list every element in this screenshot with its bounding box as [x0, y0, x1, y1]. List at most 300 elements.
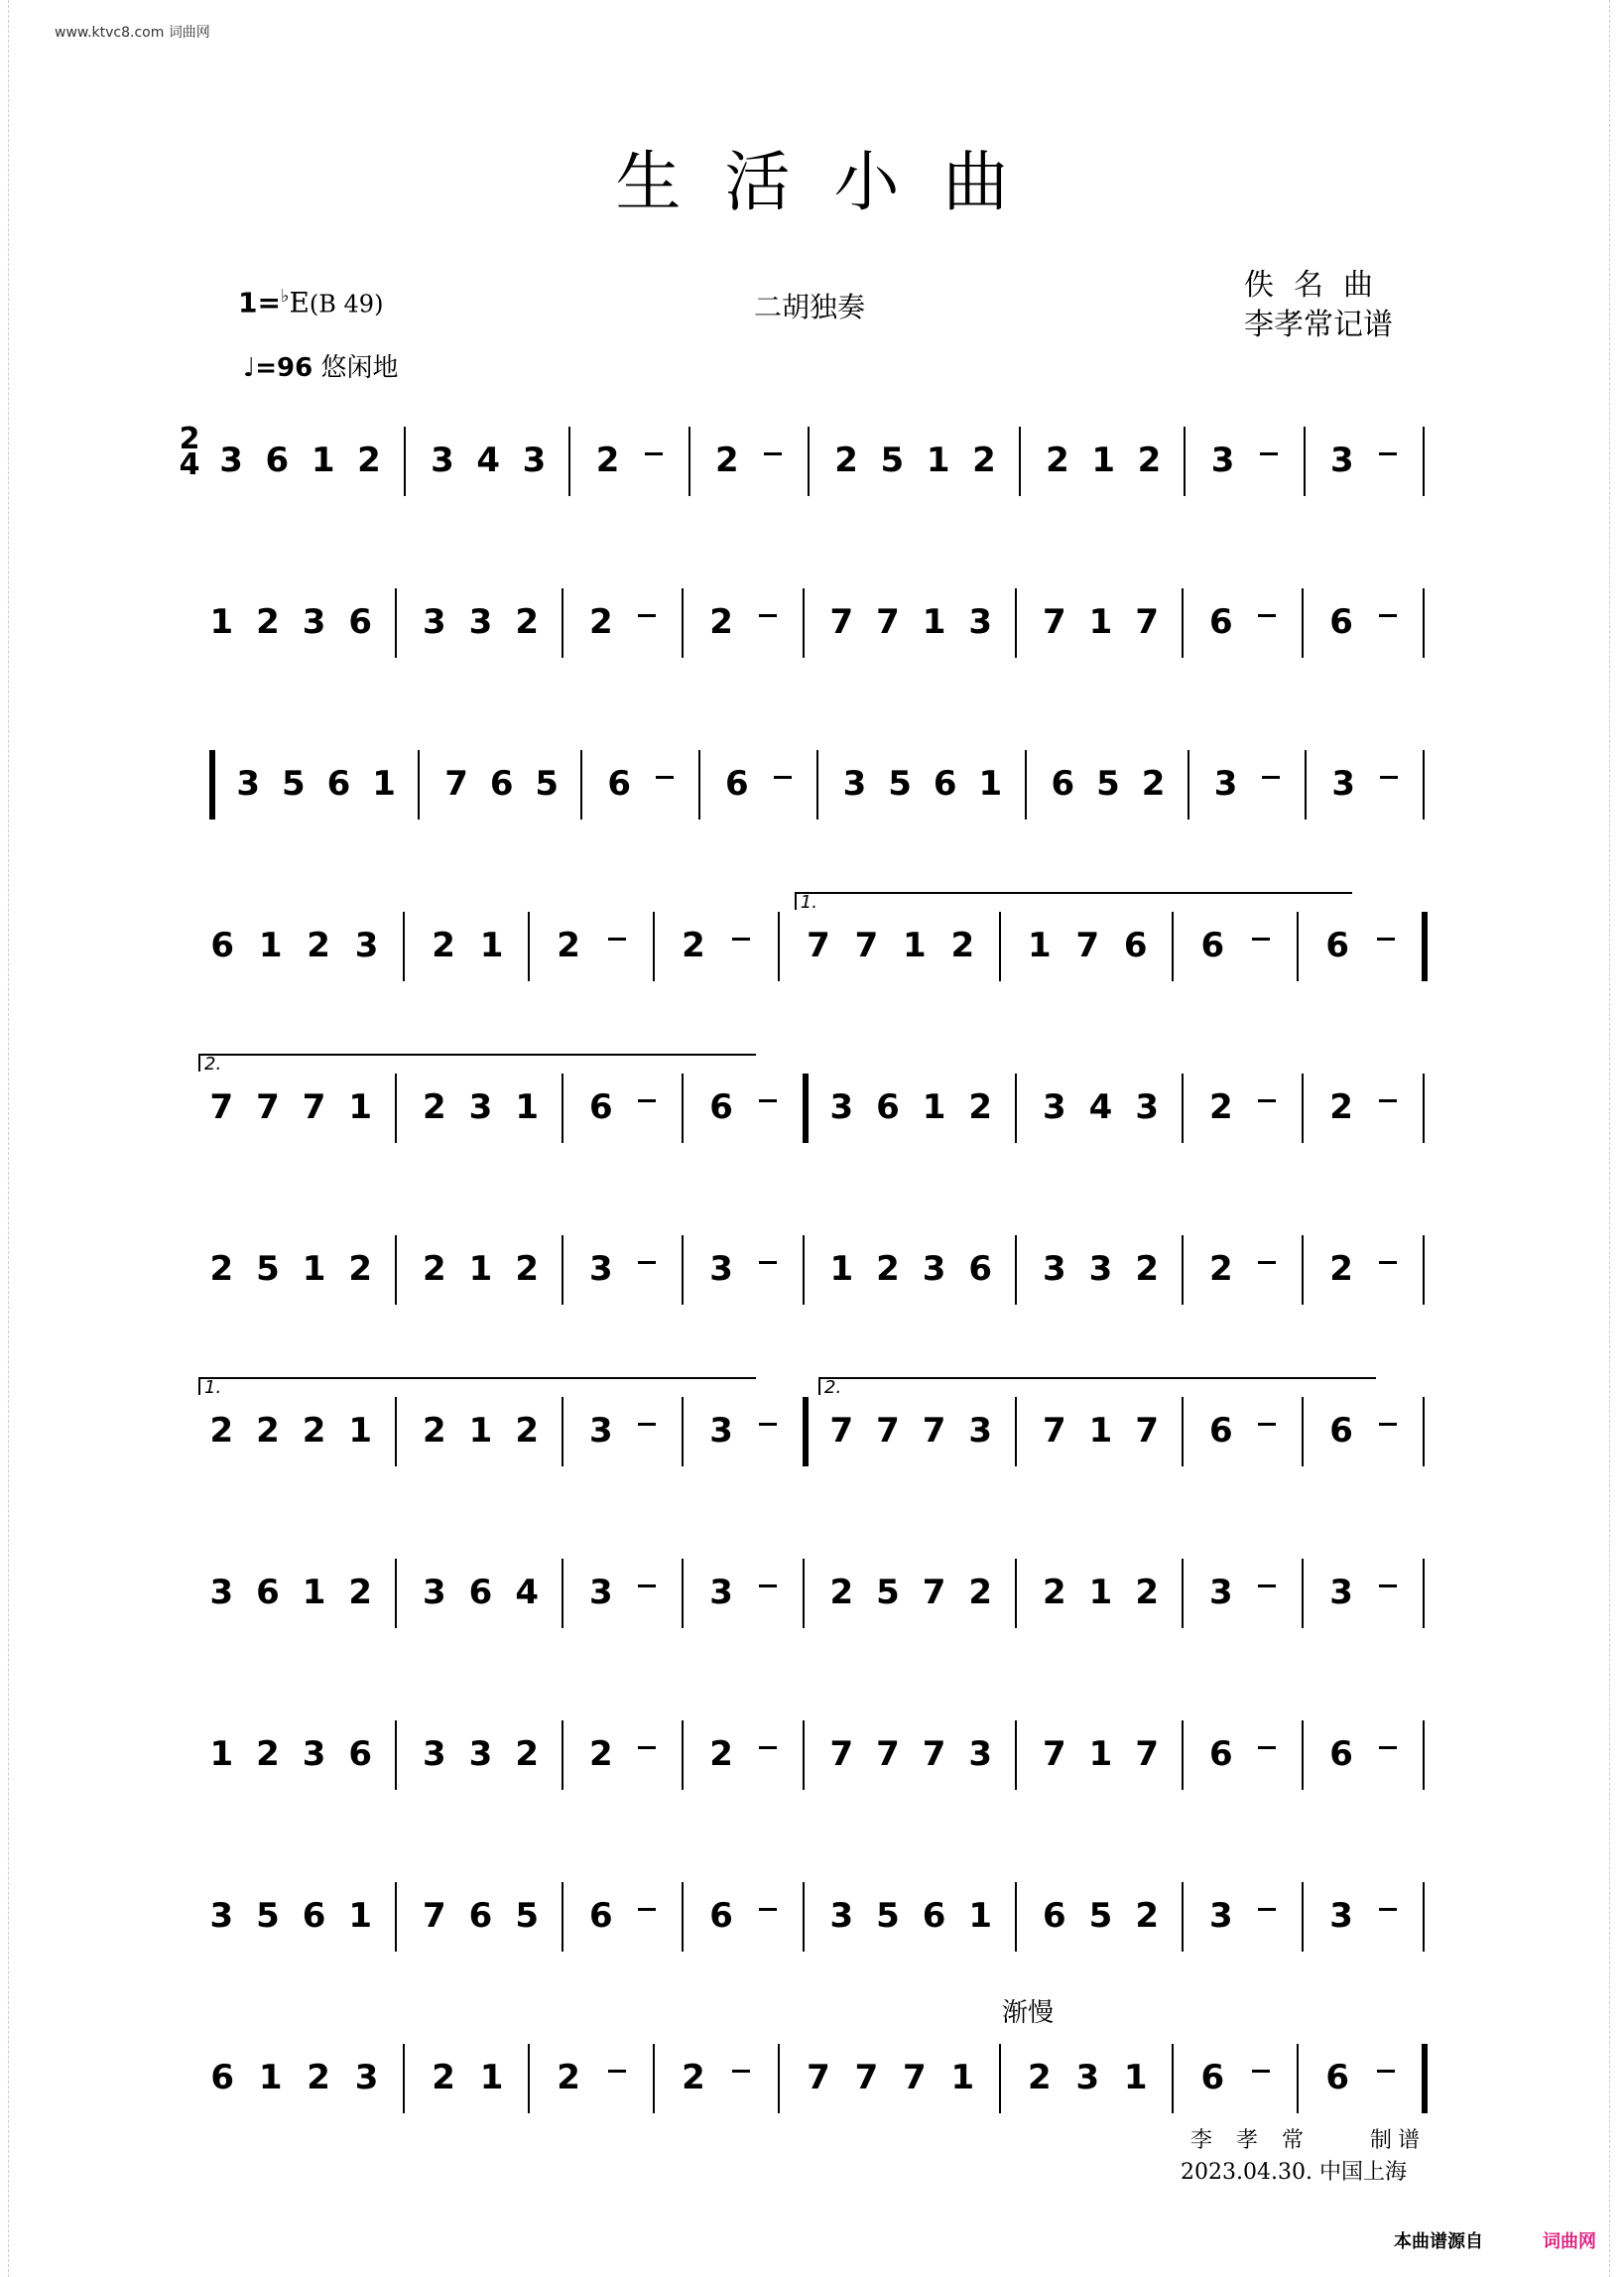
barline: [1182, 1074, 1184, 1143]
note: 7: [829, 1734, 854, 1774]
note: 3: [1329, 1896, 1353, 1936]
sustain-dash: [638, 1099, 656, 1102]
sustain-dash: [638, 1908, 656, 1911]
right-dotted-border: [1609, 0, 1620, 2277]
barline: [562, 1397, 563, 1466]
note: 1: [1088, 602, 1113, 642]
note: 2: [432, 2058, 455, 2097]
note: 2: [423, 1411, 446, 1451]
note: 3: [709, 1411, 733, 1451]
note: 6: [1208, 1734, 1233, 1774]
barline: [1302, 1074, 1304, 1143]
sustain-dash: [608, 938, 626, 941]
barline: [1015, 1882, 1017, 1952]
brand-link[interactable]: 词曲网: [1543, 2231, 1596, 2252]
repeat-barline: [1422, 2044, 1428, 2113]
note: 6: [256, 1573, 280, 1612]
sustain-dash: [638, 1423, 656, 1426]
barline: [395, 1720, 397, 1790]
note: 1: [209, 1734, 234, 1774]
note: 5: [256, 1249, 280, 1289]
sustain-dash: [1379, 1423, 1397, 1426]
barline: [395, 588, 397, 658]
note: 3: [431, 441, 454, 480]
barline: [999, 2044, 1001, 2113]
note: 3: [968, 602, 993, 642]
note: 6: [922, 1896, 946, 1936]
barline: [1182, 1397, 1184, 1466]
note: 6: [725, 764, 749, 804]
sustain-dash: [759, 1746, 777, 1749]
sustain-dash: [638, 614, 656, 617]
barline: [1302, 588, 1304, 658]
sustain-dash: [1258, 1099, 1276, 1102]
note: 2: [256, 602, 280, 642]
score-line: [179, 397, 1458, 496]
note: 6: [709, 1087, 733, 1127]
note: 2: [256, 1411, 280, 1451]
note: 2: [307, 2058, 330, 2097]
date-place: 2023.04.30. 中国上海: [1181, 2160, 1407, 2185]
barline: [562, 1074, 563, 1143]
site-name[interactable]: 词曲网: [168, 25, 210, 41]
barline: [403, 912, 405, 981]
barline: [562, 588, 563, 658]
note: 1: [1123, 2058, 1148, 2097]
barline: [653, 2044, 655, 2113]
sustain-dash: [638, 1261, 656, 1264]
note: 1: [978, 764, 1003, 804]
note: 3: [1331, 764, 1356, 804]
note: 7: [807, 2058, 830, 2097]
barline: [1182, 1882, 1184, 1952]
note: 3: [209, 1573, 234, 1612]
note: 7: [256, 1087, 280, 1127]
note: 2: [256, 1734, 280, 1774]
barline: [803, 1235, 805, 1305]
note: 2: [709, 1734, 733, 1774]
sustain-dash: [1379, 1908, 1397, 1911]
note: 2: [682, 926, 705, 965]
score-line: [179, 882, 1458, 981]
note: 6: [1325, 926, 1350, 965]
score-line: [179, 1529, 1458, 1628]
time-signature: 2 4: [179, 422, 200, 482]
note: 7: [854, 926, 879, 965]
note: 3: [302, 602, 326, 642]
note: 6: [210, 2058, 235, 2097]
note: 4: [1088, 1087, 1113, 1127]
note: 6: [876, 1087, 900, 1127]
sustain-dash: [1379, 1746, 1397, 1749]
note: 3: [709, 1249, 733, 1289]
barline: [1302, 1559, 1304, 1628]
note: 1: [922, 1087, 946, 1127]
barline: [1019, 427, 1021, 496]
note: 2: [307, 926, 330, 965]
note: 2: [1135, 1896, 1159, 1936]
note: 3: [468, 1734, 493, 1774]
note: 1: [468, 1411, 493, 1451]
note: 1: [302, 1249, 326, 1289]
note: 6: [468, 1896, 493, 1936]
barline: [1423, 588, 1425, 658]
note: 3: [588, 1573, 613, 1612]
barline: [816, 750, 818, 820]
note: 2: [588, 1734, 613, 1774]
barline: [1297, 2044, 1299, 2113]
barline: [404, 427, 406, 496]
note: 1: [1088, 1573, 1113, 1612]
note: 2: [557, 926, 580, 965]
note: 7: [903, 2058, 927, 2097]
barline: [1423, 1882, 1425, 1952]
barline: [1182, 1559, 1184, 1628]
note: 6: [1325, 2058, 1350, 2097]
note: 2: [423, 1249, 446, 1289]
note: 1: [348, 1411, 373, 1451]
note: 3: [1210, 441, 1235, 480]
note: 1: [258, 2058, 283, 2097]
note: 3: [968, 1411, 993, 1451]
barline: [682, 1720, 684, 1790]
note: 1: [926, 441, 950, 480]
barline: [1187, 750, 1189, 820]
barline: [778, 2044, 780, 2113]
barline: [1015, 1559, 1017, 1628]
sustain-dash: [1260, 452, 1278, 455]
note: 1: [479, 926, 504, 965]
note: 3: [1208, 1896, 1233, 1936]
note: 2: [1208, 1249, 1233, 1289]
barline: [698, 750, 700, 820]
score-line: [179, 1691, 1458, 1790]
sustain-dash: [638, 1746, 656, 1749]
sustain-dash: [1252, 2070, 1270, 2073]
barline: [1182, 1235, 1184, 1305]
note: 3: [588, 1411, 613, 1451]
barline: [1172, 2044, 1174, 2113]
note: 2: [714, 441, 739, 480]
volta-bracket: 2.: [198, 1054, 756, 1072]
barline: [1302, 1882, 1304, 1952]
sustain-dash: [1258, 614, 1276, 617]
barline: [1423, 1720, 1425, 1790]
note: 2: [515, 602, 539, 642]
volta-bracket: 1.: [795, 892, 1352, 910]
note: 7: [876, 1411, 900, 1451]
note: 2: [588, 602, 613, 642]
transcriber-label: 李孝常记谱: [1244, 308, 1393, 342]
sustain-dash: [1377, 2070, 1395, 2073]
note: 6: [468, 1573, 493, 1612]
note: 1: [348, 1896, 373, 1936]
note: 1: [903, 926, 927, 965]
repeat-barline: [803, 1397, 809, 1466]
page-title: 生活小曲: [615, 144, 1053, 220]
note: 2: [1329, 1087, 1353, 1127]
note: 2: [557, 2058, 580, 2097]
note: 6: [588, 1087, 613, 1127]
note: 3: [1043, 1087, 1066, 1127]
barline: [395, 1074, 397, 1143]
barline: [1423, 1235, 1425, 1305]
sustain-dash: [759, 1261, 777, 1264]
note: 6: [302, 1896, 326, 1936]
note: 2: [950, 926, 975, 965]
barline: [562, 1882, 563, 1952]
note: 6: [1329, 1411, 1353, 1451]
note: 2: [1046, 441, 1069, 480]
sustain-dash: [774, 776, 792, 779]
note: 6: [348, 1734, 373, 1774]
note: 1: [468, 1249, 493, 1289]
note: 5: [256, 1896, 280, 1936]
note: 6: [1123, 926, 1148, 965]
barline: [580, 750, 582, 820]
score-line: [179, 720, 1458, 820]
barline: [418, 750, 420, 820]
note: 3: [354, 926, 379, 965]
barline: [682, 1882, 684, 1952]
sustain-dash: [1379, 614, 1397, 617]
barline: [682, 1235, 684, 1305]
note: 2: [515, 1411, 539, 1451]
score-line: [179, 2014, 1458, 2113]
note: 6: [1329, 602, 1353, 642]
sustain-dash: [1379, 452, 1397, 455]
note: 2: [423, 1087, 446, 1127]
barline: [803, 588, 805, 658]
score-line: [179, 1852, 1458, 1952]
note: 7: [922, 1573, 946, 1612]
note: 5: [876, 1573, 900, 1612]
note: 5: [535, 764, 560, 804]
note: 6: [588, 1896, 613, 1936]
note: 2: [968, 1087, 993, 1127]
sustain-dash: [732, 2070, 750, 2073]
note: 7: [922, 1411, 946, 1451]
note: 1: [1088, 1411, 1113, 1451]
barline: [803, 1882, 805, 1952]
note: 2: [709, 602, 733, 642]
barline: [528, 912, 530, 981]
note: 2: [1135, 1249, 1159, 1289]
note: 1: [372, 764, 396, 804]
note: 2: [972, 441, 996, 480]
note: 1: [968, 1896, 993, 1936]
note: 5: [1088, 1896, 1113, 1936]
note: 3: [842, 764, 867, 804]
note: 3: [829, 1896, 854, 1936]
note: 6: [326, 764, 351, 804]
note: 7: [1043, 602, 1066, 642]
note: 3: [522, 441, 547, 480]
barline: [562, 1235, 563, 1305]
note: 3: [1043, 1249, 1066, 1289]
site-header[interactable]: [55, 22, 210, 42]
note: 7: [854, 2058, 879, 2097]
note: 6: [348, 602, 373, 642]
score-line: [179, 559, 1458, 658]
repeat-barline: [209, 750, 215, 820]
note: 4: [476, 441, 501, 480]
note: 5: [515, 1896, 539, 1936]
composer-label: 佚名曲: [1244, 268, 1393, 303]
note: 6: [489, 764, 514, 804]
note: 7: [209, 1087, 234, 1127]
note: 5: [281, 764, 306, 804]
score-line: [179, 1205, 1458, 1305]
barline: [562, 1720, 563, 1790]
score-line: [179, 1367, 1458, 1466]
barline: [1302, 1720, 1304, 1790]
volta-bracket: 1.: [198, 1377, 756, 1395]
left-dotted-border: [8, 0, 19, 2277]
note: 1: [258, 926, 283, 965]
note: 3: [1329, 1573, 1353, 1612]
note: 1: [479, 2058, 504, 2097]
sustain-dash: [638, 1584, 656, 1587]
sustain-dash: [1258, 1584, 1276, 1587]
note: 7: [876, 602, 900, 642]
barline: [1423, 1074, 1425, 1143]
note: 2: [515, 1734, 539, 1774]
note: 3: [1213, 764, 1238, 804]
tempo-marking: ♩=96 悠闲地: [243, 353, 399, 383]
barline: [1423, 750, 1425, 820]
note: 2: [1329, 1249, 1353, 1289]
note: 3: [468, 1087, 493, 1127]
note: 2: [1135, 1573, 1159, 1612]
note: 2: [348, 1249, 373, 1289]
note: 2: [682, 2058, 705, 2097]
barline: [562, 1559, 563, 1628]
sustain-dash: [1380, 776, 1398, 779]
note: 7: [1043, 1411, 1066, 1451]
note: 7: [1135, 602, 1159, 642]
note: 6: [1329, 1734, 1353, 1774]
barline: [1305, 750, 1307, 820]
note: 2: [1043, 1573, 1066, 1612]
note: 7: [829, 602, 854, 642]
note: 3: [423, 1573, 446, 1612]
barline: [1423, 1397, 1425, 1466]
note: 1: [1091, 441, 1116, 480]
barline: [1015, 588, 1017, 658]
barline: [1172, 912, 1174, 981]
note: 2: [348, 1573, 373, 1612]
barline: [1015, 1720, 1017, 1790]
sustain-dash: [1258, 1261, 1276, 1264]
barline: [803, 1720, 805, 1790]
note: 3: [1329, 441, 1354, 480]
barline: [395, 1882, 397, 1952]
note: 7: [1135, 1411, 1159, 1451]
note: 2: [1137, 441, 1162, 480]
note: 7: [1075, 926, 1100, 965]
note: 3: [423, 1734, 446, 1774]
note: 5: [876, 1896, 900, 1936]
barline: [1304, 427, 1306, 496]
note: 7: [1135, 1734, 1159, 1774]
note: 3: [588, 1249, 613, 1289]
note: 3: [968, 1734, 993, 1774]
note: 3: [236, 764, 260, 804]
note: 2: [432, 926, 455, 965]
site-url[interactable]: www.ktvc8.com: [55, 25, 165, 41]
sustain-dash: [608, 2070, 626, 2073]
arranger-credit: 李孝常 制谱: [1190, 2128, 1427, 2153]
note: 3: [709, 1573, 733, 1612]
note: 7: [829, 1411, 854, 1451]
note: 3: [1088, 1249, 1113, 1289]
note: 1: [1028, 926, 1052, 965]
jianpu-score: [179, 397, 1458, 2113]
note: 7: [1043, 1734, 1066, 1774]
note: 3: [209, 1896, 234, 1936]
note: 2: [302, 1411, 326, 1451]
note: 3: [219, 441, 243, 480]
sustain-dash: [764, 452, 782, 455]
note: 2: [876, 1249, 900, 1289]
barline: [528, 2044, 530, 2113]
sustain-dash: [1258, 1746, 1276, 1749]
note: 6: [1043, 1896, 1066, 1936]
sustain-dash: [1262, 776, 1280, 779]
note: 7: [423, 1896, 446, 1936]
barline: [395, 1397, 397, 1466]
instrument-label: 二胡独奏: [754, 291, 866, 323]
note: 1: [1088, 1734, 1113, 1774]
barline: [653, 912, 655, 981]
barline: [682, 1074, 684, 1143]
note: 6: [933, 764, 957, 804]
note: 2: [968, 1573, 993, 1612]
note: 6: [709, 1896, 733, 1936]
note: 1: [922, 602, 946, 642]
note: 6: [1200, 2058, 1225, 2097]
note: 5: [1096, 764, 1120, 804]
barline: [1015, 1074, 1017, 1143]
note: 4: [515, 1573, 539, 1612]
barline: [999, 912, 1001, 981]
note: 2: [1208, 1087, 1233, 1127]
note: 3: [922, 1249, 946, 1289]
barline: [1182, 1720, 1184, 1790]
note: 3: [302, 1734, 326, 1774]
sustain-dash: [645, 452, 663, 455]
note: 3: [423, 602, 446, 642]
sustain-dash: [1379, 1099, 1397, 1102]
note: 2: [515, 1249, 539, 1289]
note: 2: [829, 1573, 854, 1612]
ritardando-marking: 渐慢: [1002, 1998, 1055, 2028]
barline: [1423, 427, 1425, 496]
sustain-dash: [759, 1584, 777, 1587]
sustain-dash: [759, 1908, 777, 1911]
key-signature: 1=♭E(B 49): [238, 286, 384, 319]
volta-bracket: 2.: [818, 1377, 1376, 1395]
note: 6: [1208, 1411, 1233, 1451]
sustain-dash: [1379, 1261, 1397, 1264]
barline: [1302, 1235, 1304, 1305]
barline: [1184, 427, 1186, 496]
source-label: 本曲谱源自: [1394, 2231, 1483, 2252]
sustain-dash: [656, 776, 674, 779]
note: 1: [950, 2058, 975, 2097]
note: 3: [1135, 1087, 1159, 1127]
